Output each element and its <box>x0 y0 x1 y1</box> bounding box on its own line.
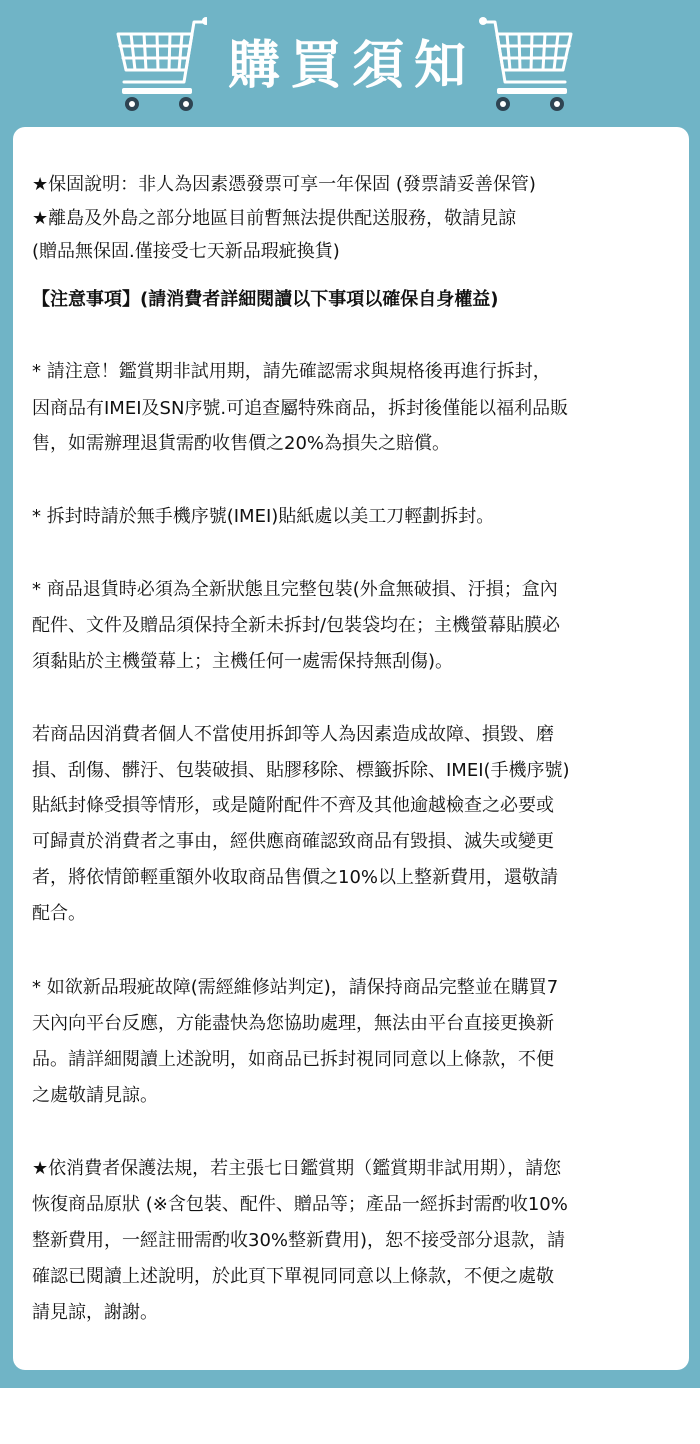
return-line: 配件、文件及贈品須保持全新未拆封/包裝袋均在；主機螢幕貼膜必 <box>32 615 561 636</box>
warranty-line: ★保固說明：非人為因素憑發票可享一年保固 (發票請妥善保管) <box>32 174 536 195</box>
notice-panel <box>13 127 689 1370</box>
law-line: ★依消費者保護法規，若主張七日鑑賞期（鑑賞期非試用期），請您 <box>32 1158 562 1179</box>
damage-line: 配合。 <box>32 903 86 924</box>
return-line: * 商品退貨時必須為全新狀態且完整包裝(外盒無破損、汙損；盒內 <box>32 579 558 600</box>
unseal-line: * 拆封時請於無手機序號(IMEI)貼紙處以美工刀輕劃拆封。 <box>32 506 495 527</box>
damage-line: 若商品因消費者個人不當使用拆卸等人為因素造成故障、損毀、磨 <box>32 724 554 745</box>
return-line: 須黏貼於主機螢幕上；主機任何一處需保持無刮傷)。 <box>32 651 454 672</box>
defect-line: 之處敬請見諒。 <box>32 1085 158 1106</box>
trial-line: 售，如需辦理退貨需酌收售價之20%為損失之賠償。 <box>32 433 451 454</box>
damage-line: 損、刮傷、髒汙、包裝破損、貼膠移除、標籤拆除、IMEI(手機序號) <box>32 760 570 781</box>
defect-line: 天內向平台反應，方能盡快為您協助處理，無法由平台直接更換新 <box>32 1013 554 1034</box>
defect-line: 品。請詳細閱讀上述說明，如商品已拆封視同同意以上條款，不便 <box>32 1049 554 1070</box>
notice-heading: 【注意事項】(請消費者詳細閱讀以下事項以確保自身權益) <box>32 289 499 310</box>
trial-line: 因商品有IMEI及SN序號.可追查屬特殊商品，拆封後僅能以福利品販 <box>32 398 569 419</box>
law-line: 恢復商品原狀 (※含包裝、配件、贈品等；產品一經拆封需酌收10% <box>32 1194 568 1215</box>
warranty-line: (贈品無保固.僅接受七天新品瑕疵換貨) <box>32 241 340 262</box>
damage-line: 者，將依情節輕重額外收取商品售價之10%以上整新費用，還敬請 <box>32 867 559 888</box>
damage-line: 貼紙封條受損等情形，或是隨附配件不齊及其他逾越檢查之必要或 <box>32 795 554 816</box>
trial-line: * 請注意！鑑賞期非試用期，請先確認需求與規格後再進行拆封， <box>32 361 551 382</box>
damage-line: 可歸責於消費者之事由，經供應商確認致商品有毀損、滅失或變更 <box>32 831 554 852</box>
law-line: 確認已閱讀上述說明，於此頁下單視同同意以上條款，不便之處敬 <box>32 1266 554 1287</box>
shopping-cart-icon <box>106 14 216 114</box>
shopping-cart-icon <box>473 14 583 114</box>
warranty-line: ★離島及外島之部分地區目前暫無法提供配送服務，敬請見諒 <box>32 208 517 229</box>
title-banner <box>207 16 487 116</box>
law-line: 請見諒，謝謝。 <box>32 1302 158 1323</box>
page-title: 購買須知 <box>227 36 476 96</box>
law-line: 整新費用，一經註冊需酌收30%整新費用)，恕不接受部分退款，請 <box>32 1230 566 1251</box>
header <box>0 0 700 125</box>
defect-line: * 如欲新品瑕疵故障(需經維修站判定)，請保持商品完整並在購買7 <box>32 977 559 998</box>
